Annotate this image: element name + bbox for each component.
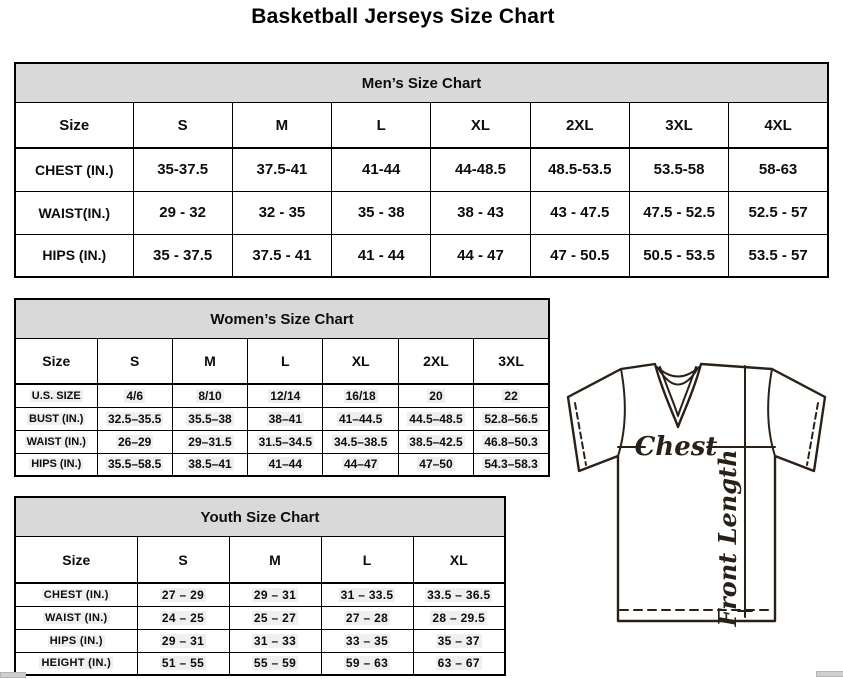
size-value-cell: 41–44.5 [323, 407, 398, 430]
table-row [15, 234, 828, 277]
table-row [15, 407, 549, 430]
size-value-cell: 52.8–56.5 [474, 407, 549, 430]
womens-size-table [14, 298, 550, 477]
womens-table-title: Women’s Size Chart [15, 299, 549, 339]
row-label: CHEST (IN.) [15, 583, 137, 606]
table-row [15, 430, 549, 453]
size-value-cell: 35 - 38 [332, 191, 431, 234]
size-value-cell: 31 – 33 [229, 629, 321, 652]
size-value-cell: 35 – 37 [413, 629, 505, 652]
row-label: HIPS (IN.) [15, 234, 133, 277]
mens-table-title: Men’s Size Chart [15, 63, 828, 103]
size-column-header: 3XL [629, 103, 728, 149]
size-value-cell: 41–44 [248, 453, 323, 476]
row-label: WAIST (IN.) [15, 430, 97, 453]
size-value-cell: 22 [474, 384, 549, 407]
size-value-cell: 29 - 32 [133, 191, 232, 234]
youth-size-table [14, 496, 506, 676]
size-column-header: S [133, 103, 232, 149]
size-value-cell: 53.5 - 57 [729, 234, 828, 277]
size-value-cell: 20 [398, 384, 473, 407]
size-column-header: 3XL [474, 339, 549, 385]
size-value-cell: 43 - 47.5 [530, 191, 629, 234]
table-row [15, 606, 505, 629]
size-value-cell: 32 - 35 [232, 191, 331, 234]
table-row [15, 652, 505, 675]
size-value-cell: 35.5–58.5 [97, 453, 172, 476]
front-length-label: Front Length [713, 449, 742, 627]
horizontal-scrollbar-fragment[interactable] [0, 672, 26, 678]
size-value-cell: 52.5 - 57 [729, 191, 828, 234]
size-value-cell: 59 – 63 [321, 652, 413, 675]
row-label: CHEST (IN.) [15, 148, 133, 191]
size-value-cell: 12/14 [248, 384, 323, 407]
size-value-cell: 44 - 47 [431, 234, 530, 277]
size-value-cell: 26–29 [97, 430, 172, 453]
size-column-header: XL [323, 339, 398, 385]
table-row [15, 629, 505, 652]
size-column-header: S [97, 339, 172, 385]
size-value-cell: 33 – 35 [321, 629, 413, 652]
size-value-cell: 35-37.5 [133, 148, 232, 191]
size-value-cell: 35 - 37.5 [133, 234, 232, 277]
size-column-header: 2XL [530, 103, 629, 149]
size-value-cell: 27 – 29 [137, 583, 229, 606]
size-value-cell: 29–31.5 [172, 430, 247, 453]
size-value-cell: 38 - 43 [431, 191, 530, 234]
horizontal-scrollbar-fragment[interactable] [816, 671, 843, 677]
table-row [15, 453, 549, 476]
jersey-measurement-diagram [555, 358, 840, 630]
size-value-cell: 16/18 [323, 384, 398, 407]
size-value-cell: 29 – 31 [137, 629, 229, 652]
size-value-cell: 31.5–34.5 [248, 430, 323, 453]
size-value-cell: 47–50 [398, 453, 473, 476]
size-column-header: S [137, 537, 229, 584]
size-column-header: M [172, 339, 247, 385]
size-value-cell: 54.3–58.3 [474, 453, 549, 476]
size-value-cell: 44-48.5 [431, 148, 530, 191]
row-label: WAIST(IN.) [15, 191, 133, 234]
size-value-cell: 38.5–41 [172, 453, 247, 476]
row-label: BUST (IN.) [15, 407, 97, 430]
size-value-cell: 44–47 [323, 453, 398, 476]
jersey-body-outline [568, 364, 825, 621]
size-value-cell: 50.5 - 53.5 [629, 234, 728, 277]
size-value-cell: 58-63 [729, 148, 828, 191]
row-label: HIPS (IN.) [15, 453, 97, 476]
size-value-cell: 55 – 59 [229, 652, 321, 675]
row-label: HIPS (IN.) [15, 629, 137, 652]
size-value-cell: 37.5 - 41 [232, 234, 331, 277]
size-value-cell: 63 – 67 [413, 652, 505, 675]
size-value-cell: 28 – 29.5 [413, 606, 505, 629]
size-value-cell: 41 - 44 [332, 234, 431, 277]
size-value-cell: 46.8–50.3 [474, 430, 549, 453]
size-value-cell: 51 – 55 [137, 652, 229, 675]
size-value-cell: 8/10 [172, 384, 247, 407]
size-column-header: L [332, 103, 431, 149]
size-corner-header: Size [15, 537, 137, 584]
size-value-cell: 32.5–35.5 [97, 407, 172, 430]
size-column-header: 2XL [398, 339, 473, 385]
size-value-cell: 34.5–38.5 [323, 430, 398, 453]
size-value-cell: 25 – 27 [229, 606, 321, 629]
size-column-header: M [229, 537, 321, 584]
size-value-cell: 44.5–48.5 [398, 407, 473, 430]
size-value-cell: 38.5–42.5 [398, 430, 473, 453]
size-value-cell: 29 – 31 [229, 583, 321, 606]
size-value-cell: 47.5 - 52.5 [629, 191, 728, 234]
youth-table-title: Youth Size Chart [15, 497, 505, 537]
size-corner-header: Size [15, 339, 97, 385]
size-value-cell: 47 - 50.5 [530, 234, 629, 277]
size-value-cell: 37.5-41 [232, 148, 331, 191]
size-value-cell: 27 – 28 [321, 606, 413, 629]
size-column-header: L [321, 537, 413, 584]
size-value-cell: 4/6 [97, 384, 172, 407]
row-label: WAIST (IN.) [15, 606, 137, 629]
size-value-cell: 31 – 33.5 [321, 583, 413, 606]
size-column-header: 4XL [729, 103, 828, 149]
size-corner-header: Size [15, 103, 133, 149]
jersey-outline-drawing [555, 358, 840, 630]
table-row [15, 384, 549, 407]
size-value-cell: 41-44 [332, 148, 431, 191]
size-value-cell: 33.5 – 36.5 [413, 583, 505, 606]
table-row [15, 583, 505, 606]
size-value-cell: 48.5-53.5 [530, 148, 629, 191]
size-value-cell: 38–41 [248, 407, 323, 430]
table-row [15, 148, 828, 191]
size-value-cell: 24 – 25 [137, 606, 229, 629]
table-row [15, 191, 828, 234]
row-label: HEIGHT (IN.) [15, 652, 137, 675]
page-title: Basketball Jerseys Size Chart [251, 5, 555, 28]
size-value-cell: 35.5–38 [172, 407, 247, 430]
size-column-header: M [232, 103, 331, 149]
size-value-cell: 53.5-58 [629, 148, 728, 191]
chest-label: Chest [634, 432, 718, 462]
size-column-header: L [248, 339, 323, 385]
size-column-header: XL [431, 103, 530, 149]
mens-size-table [14, 62, 829, 278]
size-column-header: XL [413, 537, 505, 584]
row-label: U.S. SIZE [15, 384, 97, 407]
